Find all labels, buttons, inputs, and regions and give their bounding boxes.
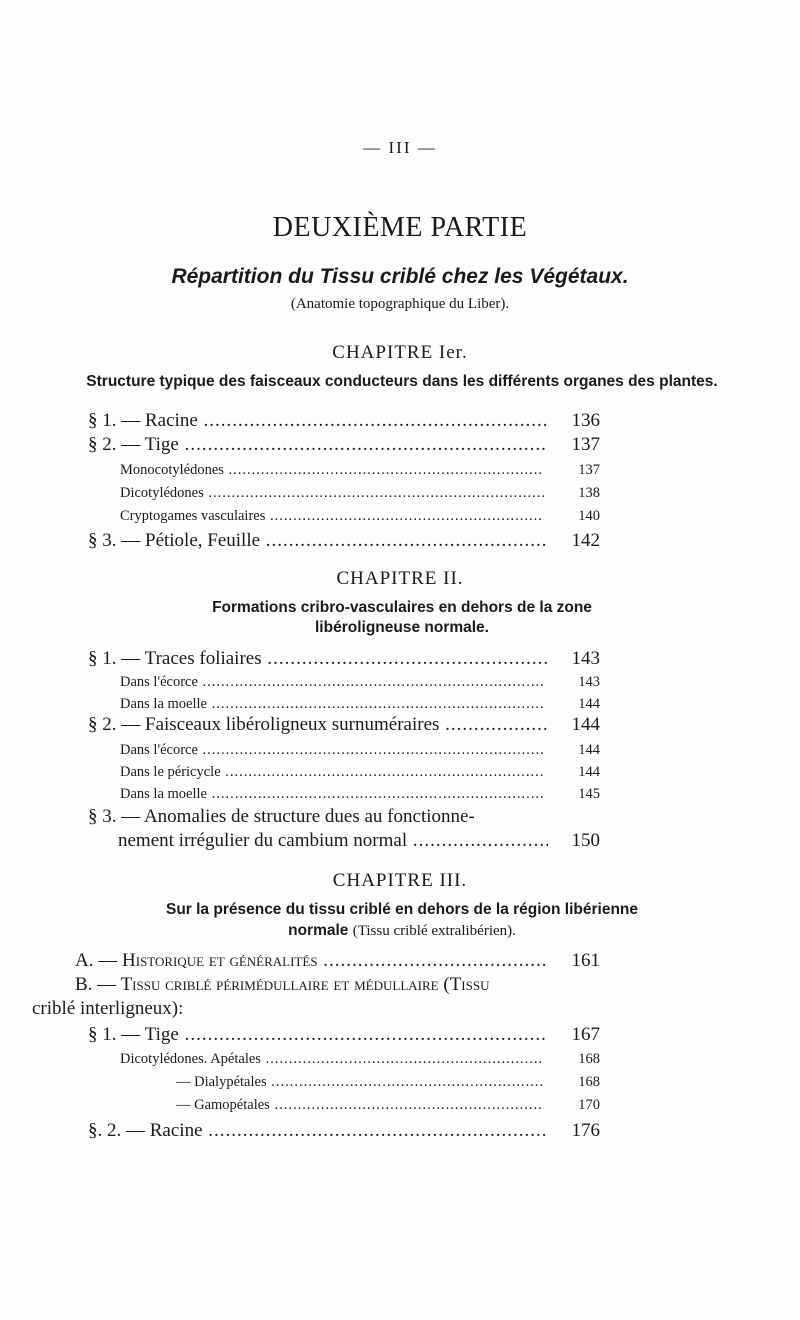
toc-entry[interactable] xyxy=(0,410,800,434)
toc-entry-label: § 3. — Pétiole, Feuille ..... xyxy=(88,530,548,552)
toc-entry[interactable] xyxy=(0,950,800,974)
toc-entry-page: 170 xyxy=(578,1097,600,1113)
toc-entry[interactable] xyxy=(0,462,800,486)
toc-entry-label: Dicotylédones ..... xyxy=(120,485,544,502)
chapter-1-heading: Structure typique des faisceaux conducteurs dans les différents organes des plantes. xyxy=(86,373,718,390)
toc-entry[interactable] xyxy=(0,1074,800,1098)
part-title: DEUXIÈME PARTIE xyxy=(272,212,528,243)
toc-entry-page: 176 xyxy=(571,1120,600,1141)
toc-entry-label: Dans l'écorce ..... xyxy=(120,742,544,759)
toc-entry[interactable] xyxy=(0,1120,800,1144)
part-note: (Anatomie topographique du Liber). xyxy=(290,296,510,312)
toc-entry[interactable] xyxy=(0,485,800,509)
chapter-3-heading-line1: Sur la présence du tissu criblé en dehors de la région libérienne xyxy=(165,901,639,918)
chapter-2-heading-line1: Formations cribro-vasculaires en dehors de la zone xyxy=(212,599,592,616)
chapter-3-heading-note: (Tissu criblé extralibérien). xyxy=(352,923,516,939)
toc-entry-page: 144 xyxy=(578,764,600,780)
toc-entry-page: 168 xyxy=(578,1051,600,1067)
chapter-3-label: CHAPITRE III. xyxy=(332,870,468,891)
toc-entry-page: 168 xyxy=(578,1074,600,1090)
toc-entry-page: 161 xyxy=(571,950,600,971)
toc-entry[interactable] xyxy=(0,674,800,698)
part-subtitle: Répartition du Tissu criblé chez les Végétaux. xyxy=(171,265,629,288)
toc-entry-label: Dans la moelle ..... xyxy=(120,696,544,713)
toc-entry-page: 137 xyxy=(571,434,600,455)
toc-entry-page: 140 xyxy=(578,508,600,524)
toc-entry-page: 143 xyxy=(578,674,600,690)
toc-entry-label: Dans l'écorce ..... xyxy=(120,674,544,691)
toc-entry-page: 144 xyxy=(578,742,600,758)
toc-entry-page: 136 xyxy=(571,410,600,431)
toc-entry[interactable] xyxy=(0,434,800,458)
toc-entry-page: 143 xyxy=(571,648,600,669)
toc-entry[interactable] xyxy=(0,1024,800,1048)
toc-entry-label: Cryptogames vasculaires ..... xyxy=(120,508,544,525)
toc-entry-label: § 1. — Traces foliaires ..... xyxy=(88,648,548,670)
toc-entry-label: §. 2. — Racine ..... xyxy=(88,1120,548,1142)
toc-entry[interactable] xyxy=(0,1097,800,1121)
toc-entry-label: § 2. — Faisceaux libéroligneux surnuméraires ..... xyxy=(88,714,548,736)
toc-entry-label: § 2. — Tige ..... xyxy=(88,434,548,456)
chapter-1-label: CHAPITRE Ier. xyxy=(332,342,468,363)
toc-entry-label: Monocotylédones ..... xyxy=(120,462,544,479)
toc-entry-label: § 1. — Tige ..... xyxy=(88,1024,548,1046)
toc-entry-label: § 1. — Racine ..... xyxy=(88,410,548,432)
chapter-2-label: CHAPITRE II. xyxy=(336,568,464,589)
toc-entry[interactable] xyxy=(0,1051,800,1075)
toc-entry[interactable] xyxy=(0,742,800,766)
page-number: — III — xyxy=(363,138,437,157)
toc-entry-label: A. — Historique et généralités ..... xyxy=(75,950,548,972)
toc-entry-page: 138 xyxy=(578,485,600,501)
toc-entry[interactable] xyxy=(0,764,800,788)
toc-entry-label: — Dialypétales ..... xyxy=(176,1074,544,1091)
toc-entry-label-line1: B. — Tissu criblé périmédullaire et médullaire (Tissu xyxy=(75,974,490,995)
toc-entry-label-line2: nement irrégulier du cambium normal ..... xyxy=(118,830,548,852)
toc-entry-page: 150 xyxy=(571,830,600,851)
chapter-3-heading-bold: normale xyxy=(288,922,349,939)
toc-entry-page: 142 xyxy=(571,530,600,551)
toc-entry-label: Dans le péricycle ..... xyxy=(120,764,544,781)
toc-entry[interactable] xyxy=(0,714,800,738)
toc-entry-page: 145 xyxy=(578,786,600,802)
chapter-3-heading-line2 xyxy=(32,921,772,941)
toc-entry-label-line1: § 3. — Anomalies de structure dues au fonctionne- xyxy=(88,806,475,827)
toc-entry-label: Dans la moelle ..... xyxy=(120,786,544,803)
toc-entry-label-line2: criblé interligneux): xyxy=(32,998,184,1019)
toc-entry[interactable] xyxy=(0,648,800,672)
toc-entry[interactable] xyxy=(0,830,800,854)
toc-entry-label: — Gamopétales ..... xyxy=(176,1097,544,1114)
toc-entry[interactable] xyxy=(0,508,800,532)
toc-entry-page: 167 xyxy=(571,1024,600,1045)
chapter-2-heading-line2: libéroligneuse normale. xyxy=(315,619,489,636)
toc-entry[interactable] xyxy=(0,530,800,554)
toc-entry-page: 137 xyxy=(578,462,600,478)
toc-entry-page: 144 xyxy=(578,696,600,712)
toc-entry-label: Dicotylédones. Apétales ..... xyxy=(120,1051,544,1068)
toc-entry-page: 144 xyxy=(571,714,600,735)
